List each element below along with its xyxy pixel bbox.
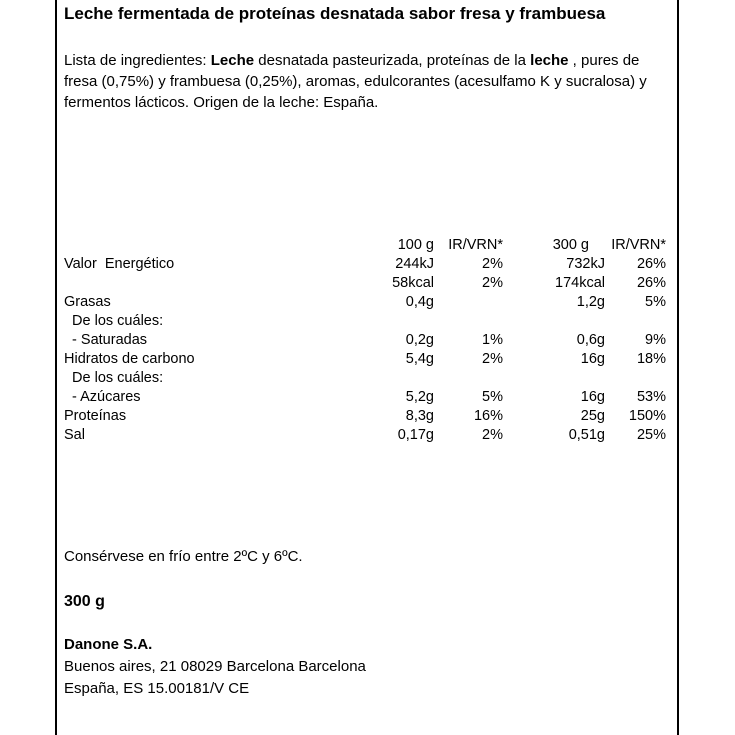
nutrition-header-4: IR/VRN* [611, 237, 666, 253]
cell-per-100g: 0,2g [405, 332, 434, 348]
cell-ir-300g: 150% [628, 408, 666, 424]
cell-per-100g: 0,17g [397, 427, 434, 443]
ingredients-part-3: , pures de fresa (0,75%) y frambuesa (0,25%), aromas, edulcorantes (acesulfamo K y sucralosa) y fermentos lácticos. Origen de la leche: España. [64, 52, 647, 111]
cell-ir-100g: 1% [482, 332, 503, 348]
ingredients-list [64, 50, 664, 113]
cell-per-100g: 0,4g [405, 294, 434, 310]
cell-ir-100g: 2% [482, 427, 503, 443]
nutrition-header-row [0, 236, 735, 255]
nutrition-header-3: 300 g [552, 237, 589, 253]
ingredients-prefix: Lista de ingredientes: [64, 52, 211, 69]
cell-per-300g: 0,6g [576, 332, 605, 348]
cell-per-300g: 16g [580, 351, 605, 367]
cell-ir-100g: 16% [473, 408, 503, 424]
cell-per-300g: 1,2g [576, 294, 605, 310]
cell-ir-300g: 53% [636, 389, 666, 405]
nutrition-row [0, 274, 735, 293]
company-name: Danone S.A. [64, 636, 153, 653]
nutrition-row [0, 293, 735, 312]
cell-ir-300g: 18% [636, 351, 666, 367]
cell-per-300g: 174kcal [555, 275, 605, 291]
nutrition-row [0, 407, 735, 426]
cell-ir-300g: 25% [636, 427, 666, 443]
cell-ir-300g: 26% [636, 256, 666, 272]
cell-per-100g: 8,3g [405, 408, 434, 424]
nutrition-row [0, 255, 735, 274]
ingredients-allergen-1: Leche [210, 52, 255, 69]
nutrition-row [0, 331, 735, 350]
nutrient-label: Grasas [64, 294, 111, 310]
storage-instructions: Consérvese en frío entre 2ºC y 6ºC. [64, 548, 303, 565]
cell-per-100g: 244kJ [395, 256, 434, 272]
cell-per-300g: 732kJ [566, 256, 605, 272]
cell-per-300g: 25g [580, 408, 605, 424]
company-address-line-1: Buenos aires, 21 08029 Barcelona Barcelona [64, 658, 366, 675]
company-address-line-2: España, ES 15.00181/V CE [64, 680, 250, 697]
cell-per-300g: 16g [580, 389, 605, 405]
nutrient-label: - Saturadas [64, 332, 148, 348]
cell-ir-300g: 26% [636, 275, 666, 291]
cell-per-100g: 58kcal [392, 275, 434, 291]
net-weight: 300 g [64, 593, 105, 610]
nutrition-header-1: 100 g [397, 237, 434, 253]
nutrient-label: Sal [64, 427, 85, 443]
nutrient-label: - Azúcares [64, 389, 141, 405]
nutrient-label: Valor Energético [64, 256, 175, 272]
cell-ir-100g: 2% [482, 351, 503, 367]
nutrition-row [0, 369, 735, 388]
nutrient-label: De los cuáles: [64, 370, 164, 386]
nutrient-label: Hidratos de carbono [64, 351, 195, 367]
nutrition-header-2: IR/VRN* [448, 237, 503, 253]
nutrition-row [0, 312, 735, 331]
cell-ir-300g: 5% [645, 294, 666, 310]
nutrition-row [0, 426, 735, 445]
cell-per-100g: 5,2g [405, 389, 434, 405]
nutrient-label: De los cuáles: [64, 313, 164, 329]
ingredients-part-2: desnatada pasteurizada, proteínas de la [254, 52, 531, 69]
nutrition-row [0, 350, 735, 369]
ingredients-allergen-2: leche [530, 52, 569, 69]
cell-per-300g: 0,51g [568, 427, 605, 443]
cell-ir-100g: 2% [482, 256, 503, 272]
cell-ir-100g: 5% [482, 389, 503, 405]
nutrition-row [0, 388, 735, 407]
product-title: Leche fermentada de proteínas desnatada sabor fresa y frambuesa [64, 4, 606, 23]
cell-ir-100g: 2% [482, 275, 503, 291]
nutrient-label: Proteínas [64, 408, 127, 424]
cell-ir-300g: 9% [645, 332, 666, 348]
cell-per-100g: 5,4g [405, 351, 434, 367]
